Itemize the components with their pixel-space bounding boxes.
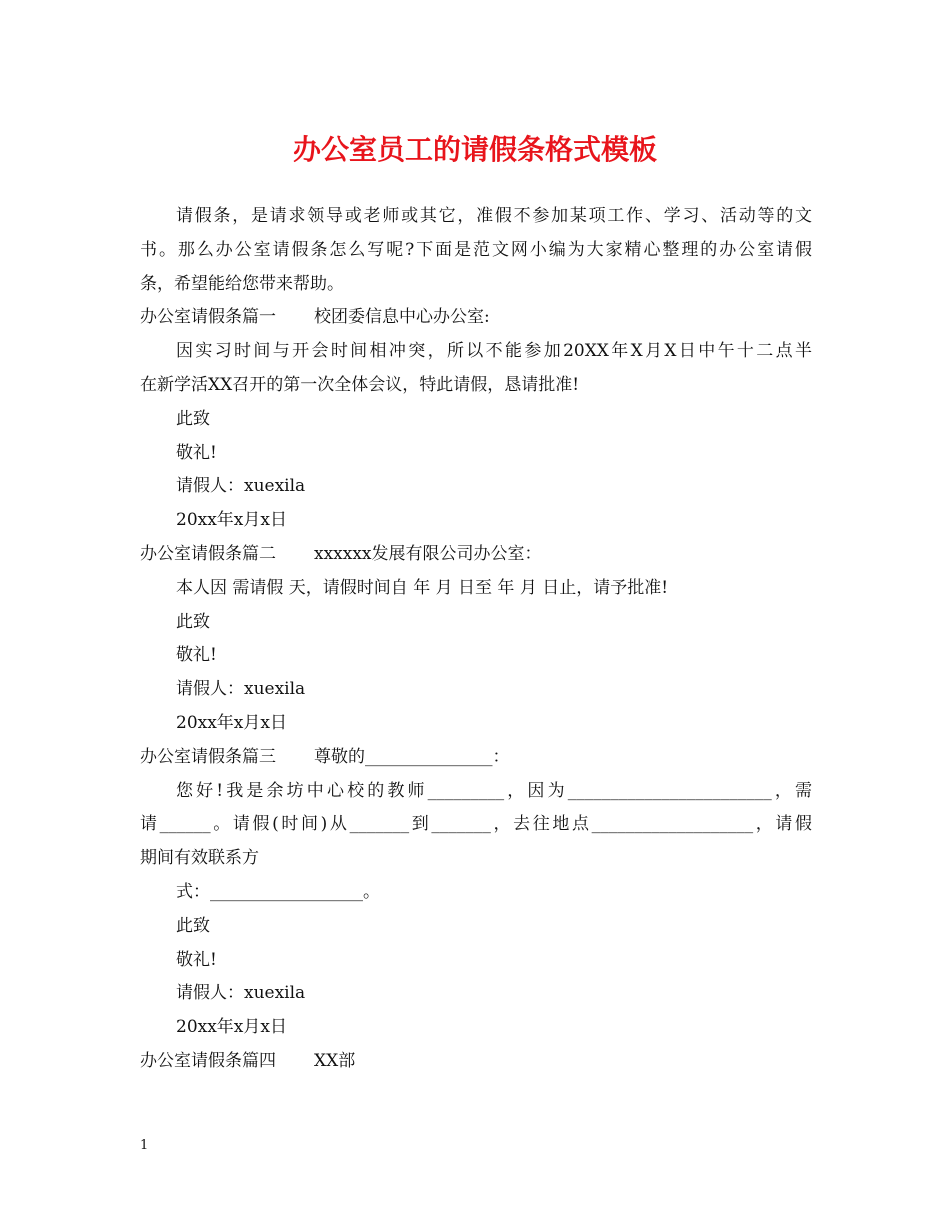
section-2-salute: 敬礼! — [176, 645, 217, 666]
section-2-header — [140, 538, 812, 572]
section-3-greeting: 此致 — [176, 915, 210, 936]
section-3-addressee: 尊敬的_______________： — [314, 746, 510, 767]
section-4-heading: 办公室请假条篇四 — [140, 1050, 276, 1071]
section-1-salute: 敬礼! — [176, 442, 217, 463]
section-1-signer: 请假人：xuexila — [176, 476, 306, 497]
section-3-signer: 请假人：xuexila — [176, 983, 306, 1004]
intro-line-3: 条，希望能给您带来帮助。 — [140, 273, 344, 294]
section-3-salute: 敬礼! — [176, 949, 217, 970]
section-1-addressee: 校团委信息中心办公室: — [314, 307, 490, 328]
section-3-body-3: 期间有效联系方 — [140, 848, 259, 869]
section-2-body: 本人因 需请假 天，请假时间自 年 月 日至 年 月 日止，请予批准! — [176, 577, 669, 598]
intro-line-1: 请假条，是请求领导或老师或其它，准假不参加某项工作、学习、活动等的文 — [176, 206, 812, 226]
section-2-greeting: 此致 — [176, 611, 210, 632]
section-3-contact: 式：__________________。 — [176, 881, 380, 902]
section-3-date: 20xx年x月x日 — [176, 1017, 287, 1038]
section-2-heading: 办公室请假条篇二 — [140, 543, 276, 564]
section-1-body-2: 在新学活XX召开的第一次全体会议，特此请假，恳请批准! — [140, 374, 580, 395]
section-4-addressee: XX部 — [314, 1050, 356, 1071]
section-3-body-2: 请______。请假(时间)从_______到_______，去往地点___________________，请假 — [140, 814, 812, 835]
intro-line-2: 书。那么办公室请假条怎么写呢?下面是范文网小编为大家精心整理的办公室请假 — [140, 239, 812, 260]
page-number: 1 — [140, 1138, 149, 1153]
section-3-body-1: 您好!我是余坊中心校的教师_________，因为________________________，需 — [176, 780, 812, 801]
section-2-date: 20xx年x月x日 — [176, 712, 287, 733]
section-3-header — [140, 741, 812, 775]
section-4-header — [140, 1045, 812, 1079]
section-1-header — [140, 301, 812, 335]
document-title: 办公室员工的请假条格式模板 — [292, 133, 657, 166]
document-body — [140, 200, 812, 1079]
section-1-heading: 办公室请假条篇一 — [140, 307, 276, 328]
section-1-date: 20xx年x月x日 — [176, 510, 287, 531]
section-2-addressee: xxxxxx发展有限公司办公室： — [314, 543, 542, 564]
section-2-signer: 请假人：xuexila — [176, 679, 306, 700]
section-3-heading: 办公室请假条篇三 — [140, 746, 276, 767]
section-1-body-1: 因实习时间与开会时间相冲突，所以不能参加20XX年X月X日中午十二点半 — [176, 341, 812, 362]
section-1-greeting: 此致 — [176, 408, 210, 429]
